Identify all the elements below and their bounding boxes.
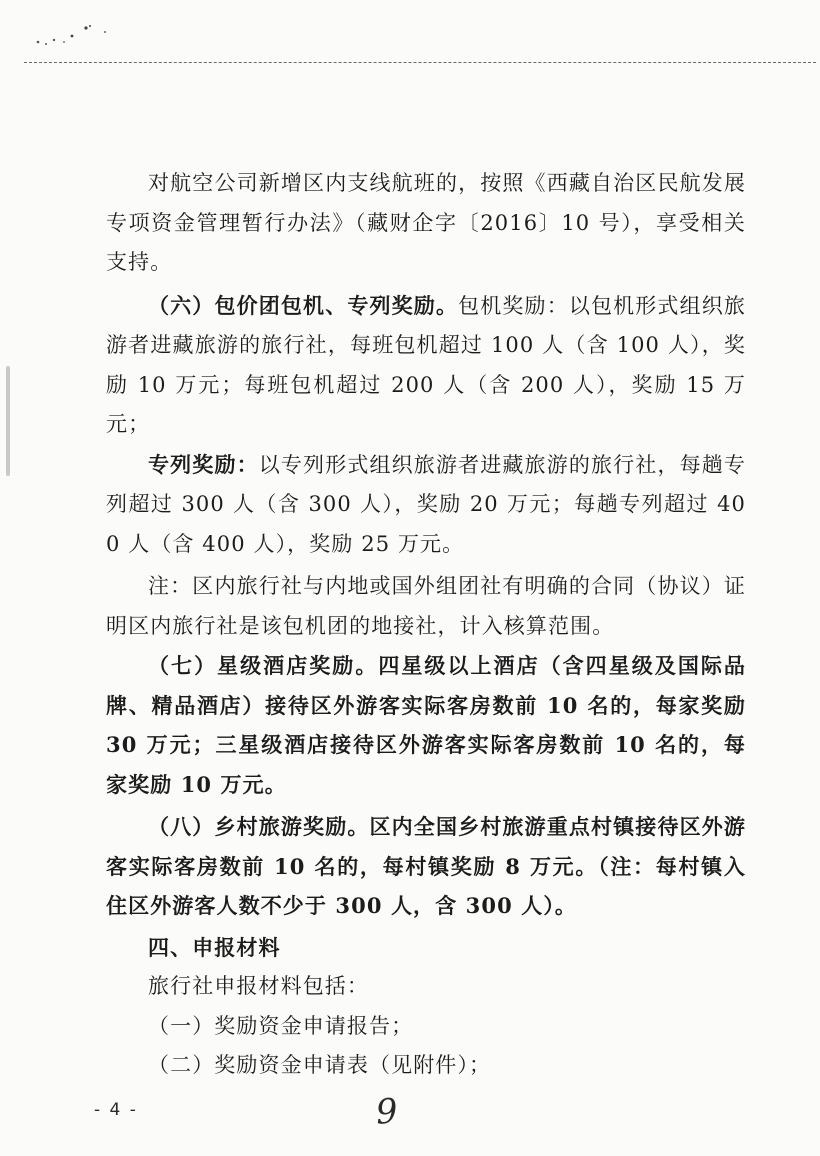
paragraph-text: （七）星级酒店奖励。四星级以上酒店（含四星级及国际品牌、精品酒店）接待区外游客实际客房数前 10 名的，每家奖励 30 万元；三星级酒店接待区外游客实际客房数前 10 名的，每家奖励 10 万元。: [106, 653, 746, 797]
materials-item: （一）奖励资金申请报告；: [148, 1013, 414, 1038]
paragraph-hotel-reward: [106, 646, 746, 804]
scan-specks: [30, 22, 160, 52]
page-number: - 4 -: [94, 1100, 138, 1120]
paragraph-flights: [106, 164, 746, 283]
paragraph-text: （八）乡村旅游奖励。区内全国乡村旅游重点村镇接待区外游客实际客房数前 10 名的，每村镇奖励 8 万元。（注：每村镇入住区外游客人数不少于 300 人，含 300 人）。: [106, 814, 746, 918]
paragraph-lead: （六）包价团包机、专列奖励。: [148, 292, 459, 318]
materials-intro: 旅行社申报材料包括：: [148, 974, 369, 998]
header-rule: [24, 62, 816, 63]
paragraph-train-reward: [106, 445, 746, 565]
handwritten-page-mark: 9: [374, 1091, 400, 1133]
document-body: [106, 164, 746, 1086]
paragraph-text: 注：区内旅行社与内地或国外组团社有明确的合同（协议）证明区内旅行社是该包机团的地接社，计入核算范围。: [106, 574, 746, 638]
scan-edge-mark: [6, 366, 10, 476]
paragraph-rural-reward: [106, 807, 746, 926]
paragraph-charter-reward: [106, 286, 746, 445]
paragraph-note: [106, 567, 746, 646]
paragraph-lead: 专列奖励：: [148, 451, 259, 477]
section-heading: 四、申报材料: [148, 934, 281, 960]
paragraph-text: 以专列形式组织旅游者进藏旅游的旅行社，每趟专列超过 300 人（含 300 人），奖励 20 万元；每趟专列超过 400 人（含 400 人），奖励 25 万元。: [106, 452, 746, 556]
paragraph-text: 对航空公司新增区内支线航班的，按照《西藏自治区民航发展专项资金管理暂行办法》（藏财企字〔2016〕10 号），享受相关支持。: [106, 171, 746, 274]
materials-item: （二）奖励资金申请表（见附件）；: [148, 1053, 492, 1077]
paragraph-text: 包机奖励：以包机形式组织旅游者进藏旅游的旅行社，每班包机超过 100 人（含 100 人），奖励 10 万元；每班包机超过 200 人（含 200 人），奖励 15 万元；: [106, 293, 746, 436]
